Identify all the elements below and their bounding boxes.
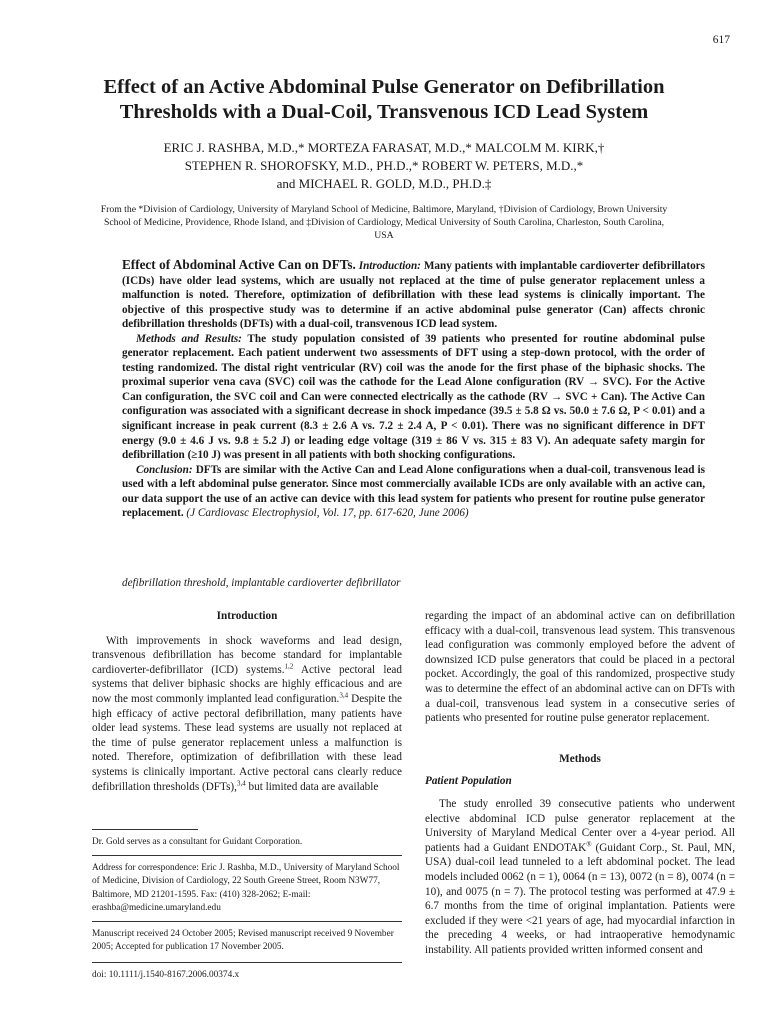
article-title-line: Thresholds with a Dual-Coil, Transvenous ICD Lead System <box>119 101 649 123</box>
keywords: defibrillation threshold, implantable cardioverter defibrillator <box>122 577 401 589</box>
author-line: STEPHEN R. SHOROFSKY, M.D., PH.D.,* ROBERT W. PETERS, M.D.,* <box>184 158 584 173</box>
body-text: (Guidant Corp., St. Paul, MN, USA) dual-coil lead tunneled to a left abdominal pocket. The lead models included 0062 (n = 1), 0064 (n = 13), 0072 (n = 8), 0074 (n = 10), and 0075 (n = 7). The protocol testing was performed at 47.9 ± 6.7 months from the time of original implantation. Patients were excluded if they were <21 years of age, had myocardial infarction in the preceding 4 weeks, or had intraoperative hemodynamic instability. All patients provided written informed consent and <box>425 841 735 956</box>
introduction-heading: Introduction <box>216 610 278 622</box>
author-line: ERIC J. RASHBA, M.D.,* MORTEZA FARASAT, M.D.,* MALCOLM M. KIRK,† <box>163 140 605 155</box>
footnotes <box>92 829 402 989</box>
affiliations: From the *Division of Cardiology, University of Maryland School of Medicine, Baltimore, Maryland, †Division of Cardiology, Brown University School of Medicine, Providence, Rhode Island, and ‡Division of Cardiology, Medical University of South Carolina, Charleston, South Carolina, USA <box>100 204 668 242</box>
page-number: 617 <box>712 34 730 46</box>
body-text: With improvements in shock waveforms and lead design, transvenous defibrillation has become standard for implantable cardioverter-defibrillator (ICD) systems. <box>92 634 402 676</box>
abstract-conclusion <box>122 463 705 521</box>
introduction-paragraph <box>92 634 402 795</box>
abstract-intro-label: Introduction: <box>358 260 421 272</box>
methods-paragraph <box>425 797 735 958</box>
reference-superscript: 3,4 <box>339 691 349 700</box>
footnote-manuscript-dates: Manuscript received 24 October 2005; Revised manuscript received 9 November 2005; Accepted for publication 17 November 2005. <box>92 921 402 954</box>
article-title <box>60 75 708 125</box>
article-title-line: Effect of an Active Abdominal Pulse Generator on Defibrillation <box>103 76 665 98</box>
abstract-heading: Effect of Abdominal Active Can on DFTs. <box>122 257 356 272</box>
patient-population-heading: Patient Population <box>425 775 512 788</box>
abstract <box>122 258 705 521</box>
footnote-doi: doi: 10.1111/j.1540-8167.2006.00374.x <box>92 962 402 982</box>
body-text: Active pectoral lead systems that deliver biphasic shocks are highly efficacious and are now the most commonly implanted lead configuration. <box>92 663 402 705</box>
body-text: but limited data are available <box>245 780 379 793</box>
abstract-methods-label: Methods and Results: <box>136 332 242 345</box>
abstract-intro-text: Many patients with implantable cardioverter defibrillators (ICDs) have older lead systems, which are usually not replaced at the time of pulse generator replacement unless a malfunction is noted. Therefore, optimization of defibrillation with these lead systems is clinically important. The objective of this prospective study was to determine if an active abdominal pulse generator (Can) affects chronic defibrillation thresholds (DFTs) with a dual-coil, transvenous ICD lead system. <box>122 260 706 331</box>
footnote-correspondence: Address for correspondence: Eric J. Rashba, M.D., University of Maryland School of Medicine, Division of Cardiology, 22 South Greene Street, Room N3W77, Baltimore, MD 21201-1595. Fax: (410) 328-2062; E-mail: erashba@medicine.umaryland.edu <box>92 855 402 915</box>
body-text: The study enrolled 39 consecutive patients who underwent elective abdominal ICD pulse generator replacement at the University of Maryland Medical Center over a 4-year period. All patients had a Guidant ENDOTAK <box>425 797 735 854</box>
methods-heading: Methods <box>559 752 601 765</box>
right-column <box>425 609 735 957</box>
introduction-continued: regarding the impact of an abdominal active can on defibrillation efficacy with a dual-coil, transvenous lead system. This transvenous lead configuration was commonly employed before the advent of downsized ICD pulse generators that could be placed in a pectoral pocket. Accordingly, the goal of this randomized, prospective study was to determine the effect of an abdominal active can on DFTs with a dual-coil, transvenous lead system in a consecutive series of patients who presented for routine pulse generator replacement. <box>425 610 735 725</box>
abstract-conclusion-text: DFTs are similar with the Active Can and Lead Alone configurations when a dual-coil, transvenous lead is used with a left abdominal pulse generator. Since most commercially available ICDs are only available with an active can, our data support the use of an active can device with this lead system for patients who present for routine pulse generator replacement. <box>122 463 705 520</box>
abstract-methods <box>122 332 705 463</box>
author-line: and MICHAEL R. GOLD, M.D., PH.D.‡ <box>276 176 492 191</box>
abstract-conclusion-label: Conclusion: <box>136 463 193 476</box>
reference-superscript: 1,2 <box>284 662 294 671</box>
abstract-methods-text: The study population consisted of 39 patients who presented for routine abdominal pulse generator replacement. Each patient underwent two assessments of DFT using a step-down protocol, with the order of testing randomized. The distal right ventricular (RV) coil was the anode for the first phase of the biphasic shocks. The proximal superior vena cava (SVC) coil was the cathode for the Lead Alone configuration (RV → SVC). For the Active Can configuration, the SVC coil and Can were connected electrically as the cathode (RV → SVC + Can). The Active Can configuration was associated with a significant decrease in shock impedance (39.5 ± 5.8 Ω vs. 50.0 ± 7.6 Ω, P < 0.01) and a significant increase in peak current (8.3 ± 2.6 A vs. 7.2 ± 2.4 A, P < 0.01). There was no significant difference in DFT energy (9.0 ± 4.6 J vs. 9.8 ± 5.2 J) or leading edge voltage (319 ± 86 V vs. 315 ± 83 V). An adequate safety margin for defibrillation (≥10 J) was present in all patients with both shocking configurations. <box>122 332 705 462</box>
reference-superscript: 3,4 <box>236 778 246 787</box>
body-text: Despite the high efficacy of active pectoral defibrillation, many patients have older lead systems. These lead systems are usually not replaced at the time of pulse generator replacement unless a malfunction is noted. Therefore, optimization of defibrillation with these lead systems is clinically important. Active pectoral cans clearly reduce defibrillation thresholds (DFTs), <box>92 692 403 793</box>
footnote-rule <box>92 829 198 830</box>
footnote-consultant: Dr. Gold serves as a consultant for Guidant Corporation. <box>92 837 303 847</box>
abstract-introduction <box>122 258 705 332</box>
left-column <box>92 609 402 794</box>
registered-mark: ® <box>586 839 592 848</box>
author-list <box>60 139 708 193</box>
journal-citation: (J Cardiovasc Electrophysiol, Vol. 17, pp. 617-620, June 2006) <box>186 507 469 520</box>
